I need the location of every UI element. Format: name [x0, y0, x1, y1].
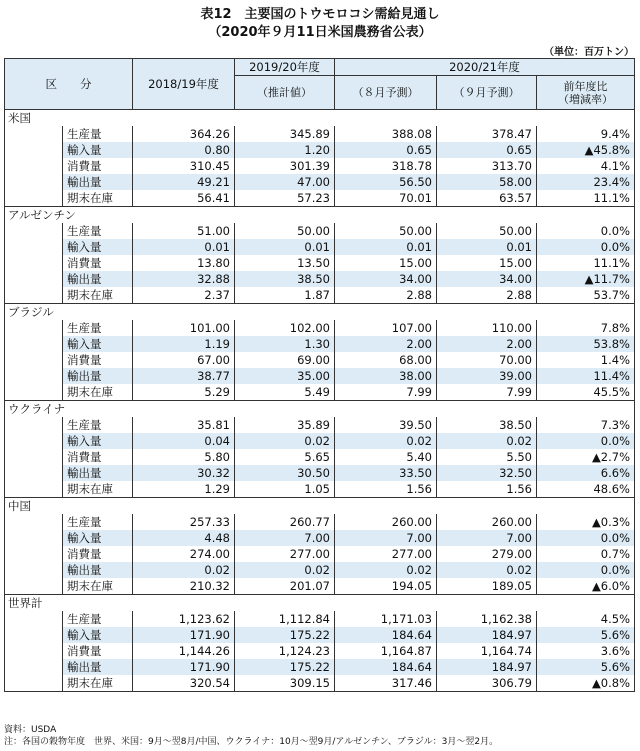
- row-label: 輸入量: [63, 336, 133, 352]
- value-cell: 0.65: [335, 142, 437, 158]
- value-cell: 30.50: [235, 465, 335, 481]
- value-cell: 378.47: [437, 126, 537, 142]
- table-row: [5, 433, 635, 449]
- indent-cell: [5, 174, 63, 190]
- header-yoy-line1: 前年度比: [563, 79, 608, 93]
- supply-demand-table: [4, 58, 635, 692]
- value-cell: 345.89: [235, 126, 335, 142]
- value-cell: 0.02: [335, 562, 437, 578]
- row-label: 消費量: [63, 255, 133, 271]
- value-cell: 0.65: [437, 142, 537, 158]
- value-cell: 0.0%: [537, 223, 635, 239]
- value-cell: 310.45: [133, 158, 235, 174]
- value-cell: 175.22: [235, 627, 335, 643]
- value-cell: 7.8%: [537, 320, 635, 336]
- value-cell: 306.79: [437, 675, 537, 692]
- value-cell: 189.05: [437, 578, 537, 595]
- value-cell: 15.00: [335, 255, 437, 271]
- table-row: [5, 643, 635, 659]
- row-label: 期末在庫: [63, 384, 133, 401]
- value-cell: 69.00: [235, 352, 335, 368]
- row-label: 輸入量: [63, 142, 133, 158]
- value-cell: 318.78: [335, 158, 437, 174]
- value-cell: 1.56: [437, 481, 537, 498]
- value-cell: 7.99: [335, 384, 437, 401]
- indent-cell: [5, 562, 63, 578]
- value-cell: 260.00: [335, 514, 437, 530]
- value-cell: 35.81: [133, 417, 235, 433]
- value-cell: 1,164.74: [437, 643, 537, 659]
- value-cell: 34.00: [335, 271, 437, 287]
- table-row: [5, 126, 635, 142]
- group-name: ブラジル: [5, 304, 635, 321]
- value-cell: 0.0%: [537, 433, 635, 449]
- row-label: 期末在庫: [63, 481, 133, 498]
- value-cell: 1,112.84: [235, 611, 335, 627]
- table-row: [5, 627, 635, 643]
- value-cell: 11.4%: [537, 368, 635, 384]
- table-row: [5, 675, 635, 692]
- row-label: 輸出量: [63, 465, 133, 481]
- value-cell: 1.19: [133, 336, 235, 352]
- value-cell: 7.3%: [537, 417, 635, 433]
- table-row: [5, 546, 635, 562]
- value-cell: 0.02: [335, 433, 437, 449]
- table-row: [5, 562, 635, 578]
- row-label: 輸出量: [63, 562, 133, 578]
- value-cell: 2.37: [133, 287, 235, 304]
- value-cell: 39.00: [437, 368, 537, 384]
- value-cell: 38.50: [235, 271, 335, 287]
- value-cell: 35.00: [235, 368, 335, 384]
- value-cell: 317.46: [335, 675, 437, 692]
- value-cell: 0.80: [133, 142, 235, 158]
- row-label: 消費量: [63, 449, 133, 465]
- group-name: 米国: [5, 110, 635, 127]
- value-cell: 257.33: [133, 514, 235, 530]
- indent-cell: [5, 481, 63, 498]
- value-cell: 6.6%: [537, 465, 635, 481]
- row-label: 輸入量: [63, 530, 133, 546]
- value-cell: 0.01: [235, 239, 335, 255]
- unit-label: （単位：百万トン）: [544, 47, 634, 58]
- value-cell: 0.02: [235, 562, 335, 578]
- value-cell: 5.80: [133, 449, 235, 465]
- value-cell: 7.00: [437, 530, 537, 546]
- value-cell: 70.00: [437, 352, 537, 368]
- group-name: 世界計: [5, 595, 635, 612]
- value-cell: 0.0%: [537, 239, 635, 255]
- table-row: [5, 578, 635, 595]
- indent-cell: [5, 287, 63, 304]
- value-cell: 364.26: [133, 126, 235, 142]
- table-row: [5, 530, 635, 546]
- table-row: [5, 449, 635, 465]
- value-cell: 313.70: [437, 158, 537, 174]
- value-cell: 1.87: [235, 287, 335, 304]
- value-cell: 34.00: [437, 271, 537, 287]
- value-cell: 277.00: [335, 546, 437, 562]
- value-cell: 9.4%: [537, 126, 635, 142]
- value-cell: 56.50: [335, 174, 437, 190]
- group-name: アルゼンチン: [5, 207, 635, 224]
- value-cell: 0.0%: [537, 530, 635, 546]
- indent-cell: [5, 239, 63, 255]
- row-label: 輸入量: [63, 433, 133, 449]
- indent-cell: [5, 643, 63, 659]
- table-title: 表12 主要国のトウモロコシ需給見通し: [200, 7, 440, 22]
- value-cell: 107.00: [335, 320, 437, 336]
- value-cell: 1,144.26: [133, 643, 235, 659]
- row-label: 期末在庫: [63, 675, 133, 692]
- value-cell: 53.7%: [537, 287, 635, 304]
- value-cell: 32.50: [437, 465, 537, 481]
- value-cell: 50.00: [335, 223, 437, 239]
- value-cell: 309.15: [235, 675, 335, 692]
- value-cell: ▲0.8%: [537, 675, 635, 692]
- footnote: 注：各国の穀物年度 世界、米国：9月～翌8月/中国、ウクライナ：10月～翌9月/アルゼンチン、ブラジル：3月～翌2月。: [4, 737, 499, 747]
- table-row: [5, 223, 635, 239]
- value-cell: 49.21: [133, 174, 235, 190]
- value-cell: 3.6%: [537, 643, 635, 659]
- table-row: [5, 481, 635, 498]
- table-row: [5, 158, 635, 174]
- value-cell: 0.02: [437, 562, 537, 578]
- value-cell: 0.02: [437, 433, 537, 449]
- value-cell: 4.5%: [537, 611, 635, 627]
- value-cell: 1.29: [133, 481, 235, 498]
- value-cell: 194.05: [335, 578, 437, 595]
- value-cell: 0.01: [437, 239, 537, 255]
- table-row: [5, 142, 635, 158]
- indent-cell: [5, 271, 63, 287]
- value-cell: 110.00: [437, 320, 537, 336]
- value-cell: 5.6%: [537, 659, 635, 675]
- value-cell: 1,124.23: [235, 643, 335, 659]
- value-cell: 102.00: [235, 320, 335, 336]
- table-row: [5, 417, 635, 433]
- value-cell: 50.00: [437, 223, 537, 239]
- value-cell: 388.08: [335, 126, 437, 142]
- value-cell: 1.30: [235, 336, 335, 352]
- indent-cell: [5, 530, 63, 546]
- value-cell: ▲45.8%: [537, 142, 635, 158]
- value-cell: 320.54: [133, 675, 235, 692]
- value-cell: 5.50: [437, 449, 537, 465]
- value-cell: 0.04: [133, 433, 235, 449]
- group-row: [5, 595, 635, 612]
- row-label: 生産量: [63, 223, 133, 239]
- value-cell: ▲11.7%: [537, 271, 635, 287]
- value-cell: 1,164.87: [335, 643, 437, 659]
- value-cell: 39.50: [335, 417, 437, 433]
- row-label: 消費量: [63, 643, 133, 659]
- table-row: [5, 190, 635, 207]
- group-row: [5, 207, 635, 224]
- value-cell: 45.5%: [537, 384, 635, 401]
- indent-cell: [5, 611, 63, 627]
- value-cell: 0.02: [235, 433, 335, 449]
- table-row: [5, 384, 635, 401]
- table-subtitle: （2020年９月11日米国農務省公表）: [208, 25, 432, 40]
- value-cell: 57.23: [235, 190, 335, 207]
- value-cell: 1.20: [235, 142, 335, 158]
- value-cell: 7.99: [437, 384, 537, 401]
- table-row: [5, 368, 635, 384]
- value-cell: 67.00: [133, 352, 235, 368]
- value-cell: ▲0.3%: [537, 514, 635, 530]
- value-cell: 2.88: [437, 287, 537, 304]
- value-cell: 38.00: [335, 368, 437, 384]
- value-cell: 277.00: [235, 546, 335, 562]
- indent-cell: [5, 465, 63, 481]
- indent-cell: [5, 433, 63, 449]
- indent-cell: [5, 514, 63, 530]
- row-label: 輸出量: [63, 271, 133, 287]
- row-label: 輸入量: [63, 239, 133, 255]
- row-label: 輸出量: [63, 368, 133, 384]
- group-row: [5, 498, 635, 515]
- value-cell: 5.6%: [537, 627, 635, 643]
- header-kubun: 区 分: [5, 59, 133, 110]
- indent-cell: [5, 627, 63, 643]
- value-cell: 11.1%: [537, 255, 635, 271]
- value-cell: 1.05: [235, 481, 335, 498]
- value-cell: 35.89: [235, 417, 335, 433]
- value-cell: 5.65: [235, 449, 335, 465]
- value-cell: 23.4%: [537, 174, 635, 190]
- row-label: 生産量: [63, 514, 133, 530]
- group-row: [5, 401, 635, 418]
- indent-cell: [5, 384, 63, 401]
- table-body: [5, 110, 635, 692]
- table-row: [5, 611, 635, 627]
- indent-cell: [5, 255, 63, 271]
- table-row: [5, 174, 635, 190]
- table-row: [5, 352, 635, 368]
- value-cell: 1,162.38: [437, 611, 537, 627]
- value-cell: 70.01: [335, 190, 437, 207]
- value-cell: 51.00: [133, 223, 235, 239]
- value-cell: 7.00: [335, 530, 437, 546]
- indent-cell: [5, 142, 63, 158]
- row-label: 期末在庫: [63, 287, 133, 304]
- value-cell: 184.97: [437, 659, 537, 675]
- header-yoy: [537, 76, 635, 110]
- header-2018-19: 2018/19年度: [133, 59, 235, 110]
- row-label: 消費量: [63, 546, 133, 562]
- value-cell: 48.6%: [537, 481, 635, 498]
- row-label: 生産量: [63, 126, 133, 142]
- indent-cell: [5, 352, 63, 368]
- header-2020-21: 2020/21年度: [335, 59, 635, 76]
- value-cell: 171.90: [133, 627, 235, 643]
- indent-cell: [5, 578, 63, 595]
- value-cell: 38.50: [437, 417, 537, 433]
- value-cell: 1,171.03: [335, 611, 437, 627]
- value-cell: 53.8%: [537, 336, 635, 352]
- value-cell: 11.1%: [537, 190, 635, 207]
- group-row: [5, 110, 635, 127]
- value-cell: 2.88: [335, 287, 437, 304]
- value-cell: 4.48: [133, 530, 235, 546]
- value-cell: 4.1%: [537, 158, 635, 174]
- row-label: 輸出量: [63, 659, 133, 675]
- table-row: [5, 465, 635, 481]
- indent-cell: [5, 320, 63, 336]
- value-cell: 47.00: [235, 174, 335, 190]
- value-cell: 56.41: [133, 190, 235, 207]
- value-cell: 184.64: [335, 659, 437, 675]
- value-cell: ▲2.7%: [537, 449, 635, 465]
- indent-cell: [5, 659, 63, 675]
- value-cell: 13.50: [235, 255, 335, 271]
- value-cell: ▲6.0%: [537, 578, 635, 595]
- value-cell: 171.90: [133, 659, 235, 675]
- value-cell: 33.50: [335, 465, 437, 481]
- value-cell: 5.40: [335, 449, 437, 465]
- value-cell: 260.00: [437, 514, 537, 530]
- indent-cell: [5, 158, 63, 174]
- row-label: 消費量: [63, 352, 133, 368]
- header-aug-forecast: （８月予測）: [335, 76, 437, 110]
- value-cell: 63.57: [437, 190, 537, 207]
- value-cell: 58.00: [437, 174, 537, 190]
- value-cell: 184.64: [335, 627, 437, 643]
- value-cell: 0.01: [335, 239, 437, 255]
- value-cell: 0.0%: [537, 562, 635, 578]
- indent-cell: [5, 190, 63, 207]
- group-name: 中国: [5, 498, 635, 515]
- indent-cell: [5, 336, 63, 352]
- value-cell: 0.01: [133, 239, 235, 255]
- value-cell: 201.07: [235, 578, 335, 595]
- row-label: 期末在庫: [63, 190, 133, 207]
- row-label: 生産量: [63, 320, 133, 336]
- row-label: 輸入量: [63, 627, 133, 643]
- table-row: [5, 320, 635, 336]
- row-label: 輸出量: [63, 174, 133, 190]
- value-cell: 50.00: [235, 223, 335, 239]
- table-row: [5, 239, 635, 255]
- indent-cell: [5, 449, 63, 465]
- group-name: ウクライナ: [5, 401, 635, 418]
- value-cell: 1,123.62: [133, 611, 235, 627]
- value-cell: 38.77: [133, 368, 235, 384]
- value-cell: 5.29: [133, 384, 235, 401]
- row-label: 生産量: [63, 417, 133, 433]
- notes: [4, 724, 498, 748]
- value-cell: 1.4%: [537, 352, 635, 368]
- value-cell: 301.39: [235, 158, 335, 174]
- indent-cell: [5, 126, 63, 142]
- value-cell: 1.56: [335, 481, 437, 498]
- header-2019-20: 2019/20年度: [235, 59, 335, 76]
- indent-cell: [5, 546, 63, 562]
- indent-cell: [5, 417, 63, 433]
- value-cell: 101.00: [133, 320, 235, 336]
- value-cell: 30.32: [133, 465, 235, 481]
- header-yoy-line2: （増減率）: [558, 92, 613, 106]
- table-row: [5, 255, 635, 271]
- row-label: 消費量: [63, 158, 133, 174]
- value-cell: 5.49: [235, 384, 335, 401]
- row-label: 生産量: [63, 611, 133, 627]
- table-row: [5, 514, 635, 530]
- value-cell: 175.22: [235, 659, 335, 675]
- table-row: [5, 271, 635, 287]
- value-cell: 0.7%: [537, 546, 635, 562]
- indent-cell: [5, 223, 63, 239]
- indent-cell: [5, 675, 63, 692]
- table-row: [5, 336, 635, 352]
- indent-cell: [5, 368, 63, 384]
- value-cell: 68.00: [335, 352, 437, 368]
- value-cell: 274.00: [133, 546, 235, 562]
- value-cell: 279.00: [437, 546, 537, 562]
- header-estimate: （推計値）: [235, 76, 335, 110]
- table-row: [5, 287, 635, 304]
- row-label: 期末在庫: [63, 578, 133, 595]
- value-cell: 13.80: [133, 255, 235, 271]
- value-cell: 260.77: [235, 514, 335, 530]
- table-row: [5, 659, 635, 675]
- source-note: 資料：USDA: [4, 725, 57, 735]
- header-sep-forecast: （９月予測）: [437, 76, 537, 110]
- value-cell: 2.00: [437, 336, 537, 352]
- value-cell: 32.88: [133, 271, 235, 287]
- group-row: [5, 304, 635, 321]
- value-cell: 0.02: [133, 562, 235, 578]
- value-cell: 7.00: [235, 530, 335, 546]
- value-cell: 184.97: [437, 627, 537, 643]
- value-cell: 210.32: [133, 578, 235, 595]
- value-cell: 2.00: [335, 336, 437, 352]
- value-cell: 15.00: [437, 255, 537, 271]
